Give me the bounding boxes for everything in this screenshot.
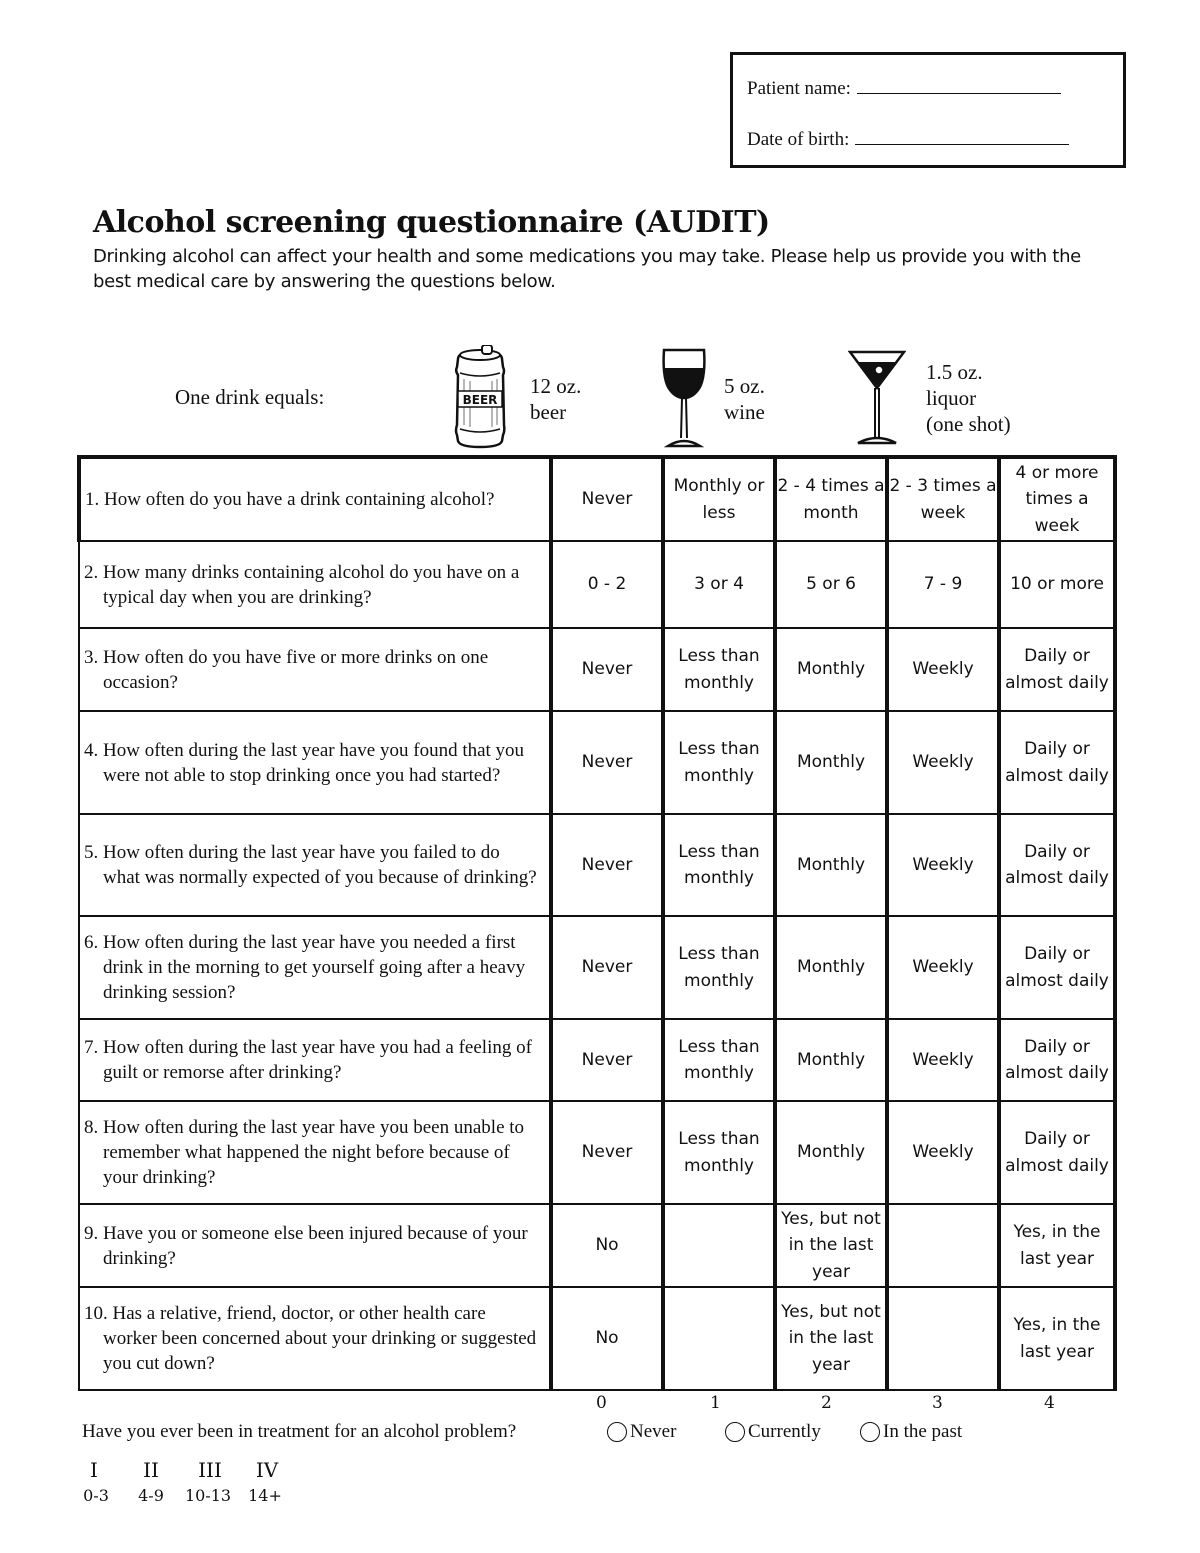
- question-row: [79, 711, 1115, 814]
- question-row: [79, 1287, 1115, 1390]
- score-2: 2: [821, 1393, 832, 1413]
- patient-name-field[interactable]: [857, 77, 1061, 94]
- patient-name-label: Patient name:: [747, 78, 851, 99]
- answer-option-label: Never: [581, 1049, 633, 1070]
- answer-option-cell[interactable]: [999, 814, 1115, 916]
- answer-option-label: Never: [581, 854, 633, 875]
- zone-4-range: 14+: [248, 1486, 282, 1505]
- answer-option-cell[interactable]: [887, 711, 999, 814]
- answer-option-label: Weekly: [912, 752, 974, 773]
- patient-info-box: [730, 52, 1126, 168]
- answer-option-cell[interactable]: [663, 628, 775, 711]
- zone-1-range: 0-3: [83, 1486, 109, 1505]
- question-row: [79, 1204, 1115, 1287]
- answer-option-cell[interactable]: [663, 1101, 775, 1204]
- answer-option-cell[interactable]: [551, 814, 663, 916]
- answer-option-label: Never: [581, 957, 633, 978]
- answer-option-cell[interactable]: [887, 814, 999, 916]
- question-row: [79, 541, 1115, 628]
- answer-option-label: Daily or almost daily: [1005, 841, 1109, 888]
- answer-option-cell[interactable]: [551, 1019, 663, 1101]
- question-row: [79, 1019, 1115, 1101]
- answer-option-cell[interactable]: [551, 1204, 663, 1287]
- answer-option-label: Less than monthly: [678, 944, 760, 991]
- answer-option-label: Monthly: [796, 1049, 866, 1070]
- question-text: 5. How often during the last year have you failed to do what was normally expected of you because of drinking?: [84, 842, 537, 888]
- answer-option-cell[interactable]: [887, 1101, 999, 1204]
- answer-option-cell[interactable]: [775, 628, 887, 711]
- question-text: 7. How often during the last year have you had a feeling of guilt or remorse after drinking?: [84, 1037, 532, 1083]
- answer-option-label: No: [595, 1235, 619, 1256]
- question-text: 1. How often do you have a drink containing alcohol?: [85, 489, 495, 510]
- zone-2-range: 4-9: [138, 1486, 164, 1505]
- answer-option-cell[interactable]: [663, 541, 775, 628]
- answer-option-label: Monthly: [796, 752, 866, 773]
- beer-label: 12 oz. beer: [530, 374, 582, 424]
- answer-option-label: 7 - 9: [923, 574, 963, 595]
- answer-option-label: Weekly: [912, 659, 974, 680]
- answer-option-cell[interactable]: [775, 711, 887, 814]
- answer-option-label: Less than monthly: [678, 1036, 760, 1083]
- intro-text: Drinking alcohol can affect your health and some medications you may take. Please help us provide you with the best medical care by answering the questions below.: [93, 246, 1081, 292]
- wine-glass-icon: [660, 346, 708, 450]
- answer-option-label: Yes, but not in the last year: [781, 1301, 881, 1375]
- answer-option-cell[interactable]: [775, 1287, 887, 1390]
- treatment-option-currently[interactable]: [725, 1421, 821, 1443]
- answer-option-cell[interactable]: [663, 457, 775, 541]
- answer-option-label: 4 or more times a week: [1015, 462, 1099, 536]
- score-0: 0: [596, 1393, 607, 1413]
- answer-option-label: Less than monthly: [678, 739, 760, 786]
- answer-option-label: Yes, in the last year: [1013, 1222, 1101, 1269]
- answer-option-label: Less than monthly: [678, 646, 760, 693]
- answer-option-label: 5 or 6: [806, 574, 856, 595]
- answer-option-cell[interactable]: [887, 628, 999, 711]
- answer-option-label: Less than monthly: [678, 1129, 760, 1176]
- answer-option-cell[interactable]: [663, 814, 775, 916]
- score-4: 4: [1044, 1393, 1055, 1413]
- answer-option-cell[interactable]: [999, 1101, 1115, 1204]
- answer-option-label: Never: [581, 659, 633, 680]
- question-cell: [79, 457, 551, 541]
- answer-option-cell[interactable]: [551, 457, 663, 541]
- answer-option-label: Weekly: [912, 957, 974, 978]
- answer-option-label: Daily or almost daily: [1005, 739, 1109, 786]
- answer-option-cell[interactable]: [999, 1204, 1115, 1287]
- answer-option-cell[interactable]: [775, 1101, 887, 1204]
- question-text: 4. How often during the last year have you found that you were not able to stop drinking once you had started?: [84, 739, 525, 786]
- answer-option-cell[interactable]: [775, 1204, 887, 1287]
- question-cell: [79, 711, 551, 814]
- page-title: Alcohol screening questionnaire (AUDIT): [93, 205, 770, 240]
- answer-option-label: 3 or 4: [694, 574, 744, 595]
- answer-option-cell[interactable]: [775, 916, 887, 1019]
- dob-line: [747, 128, 1069, 151]
- radio-circle-icon[interactable]: [860, 1422, 880, 1442]
- answer-option-label: Never: [581, 489, 633, 510]
- answer-option-label: Monthly: [796, 659, 866, 680]
- question-cell: [79, 1204, 551, 1287]
- treatment-option-never[interactable]: [607, 1421, 676, 1443]
- patient-name-line: [747, 77, 1061, 100]
- question-text: 3. How often do you have five or more drinks on one occasion?: [84, 646, 489, 693]
- answer-option-label: Weekly: [912, 854, 974, 875]
- answer-option-label: Monthly: [796, 957, 866, 978]
- treatment-question: Have you ever been in treatment for an alcohol problem?: [82, 1421, 517, 1442]
- answer-option-cell[interactable]: [887, 1287, 999, 1390]
- answer-option-label: Monthly or less: [673, 476, 765, 523]
- answer-option-cell[interactable]: [775, 814, 887, 916]
- answer-option-cell[interactable]: [775, 541, 887, 628]
- answer-option-cell[interactable]: [999, 541, 1115, 628]
- answer-option-cell[interactable]: [551, 541, 663, 628]
- question-row: [79, 916, 1115, 1019]
- question-cell: [79, 814, 551, 916]
- answer-option-label: Daily or almost daily: [1005, 646, 1109, 693]
- answer-option-label: Never: [581, 752, 633, 773]
- zone-3-roman: III: [198, 1458, 222, 1482]
- answer-option-cell[interactable]: [775, 1019, 887, 1101]
- answer-option-label: Yes, in the last year: [1013, 1315, 1101, 1362]
- treatment-option-in-the-past[interactable]: [860, 1421, 962, 1443]
- answer-option-label: Monthly: [796, 854, 866, 875]
- answer-option-cell[interactable]: [999, 628, 1115, 711]
- zone-1-roman: I: [90, 1458, 98, 1482]
- beer-can-label: BEER: [462, 393, 498, 407]
- treatment-option-label: In the past: [883, 1421, 963, 1442]
- audit-questionnaire-table: [77, 455, 1117, 1391]
- answer-option-cell[interactable]: [887, 541, 999, 628]
- answer-option-cell[interactable]: [551, 916, 663, 1019]
- treatment-option-label: Never: [630, 1421, 677, 1442]
- answer-option-cell[interactable]: [999, 711, 1115, 814]
- one-drink-label: One drink equals:: [175, 385, 325, 409]
- dob-field[interactable]: [855, 128, 1069, 145]
- zone-3-range: 10-13: [184, 1486, 232, 1505]
- martini-glass-icon: [848, 348, 906, 446]
- answer-option-label: Daily or almost daily: [1005, 1129, 1109, 1176]
- answer-option-cell[interactable]: [887, 1204, 999, 1287]
- answer-option-label: Daily or almost daily: [1005, 944, 1109, 991]
- answer-option-label: Daily or almost daily: [1005, 1036, 1109, 1083]
- answer-option-cell[interactable]: [551, 711, 663, 814]
- answer-option-label: Less than monthly: [678, 841, 760, 888]
- question-text: 10. Has a relative, friend, doctor, or other health care worker been concerned about your drinking or suggested you cut down?: [84, 1303, 537, 1374]
- question-cell: [79, 1019, 551, 1101]
- question-cell: [79, 1101, 551, 1204]
- answer-option-cell[interactable]: [887, 916, 999, 1019]
- answer-option-label: 2 - 3 times a week: [889, 476, 997, 523]
- answer-option-cell[interactable]: [775, 457, 887, 541]
- wine-label: 5 oz. wine: [724, 374, 765, 424]
- answer-option-cell[interactable]: [663, 1287, 775, 1390]
- radio-circle-icon[interactable]: [725, 1422, 745, 1442]
- question-cell: [79, 628, 551, 711]
- answer-option-cell[interactable]: [999, 916, 1115, 1019]
- answer-option-cell[interactable]: [663, 1204, 775, 1287]
- question-row: [79, 814, 1115, 916]
- answer-option-label: 0 - 2: [587, 574, 627, 595]
- question-cell: [79, 916, 551, 1019]
- dob-label: Date of birth:: [747, 129, 850, 150]
- question-text: 9. Have you or someone else been injured because of your drinking?: [84, 1222, 528, 1269]
- question-row: [79, 1101, 1115, 1204]
- answer-option-cell[interactable]: [999, 457, 1115, 541]
- question-row: [79, 628, 1115, 711]
- answer-option-label: Monthly: [796, 1142, 866, 1163]
- score-3: 3: [932, 1393, 943, 1413]
- answer-option-cell[interactable]: [551, 1287, 663, 1390]
- question-row: [79, 457, 1115, 541]
- zone-4-roman: IV: [255, 1458, 279, 1482]
- answer-option-label: Weekly: [912, 1049, 974, 1070]
- answer-option-cell[interactable]: [551, 628, 663, 711]
- question-text: 2. How many drinks containing alcohol do you have on a typical day when you are drinking?: [84, 561, 520, 608]
- answer-option-cell[interactable]: [663, 916, 775, 1019]
- treatment-option-label: Currently: [748, 1421, 821, 1442]
- beer-can-icon: [452, 345, 508, 451]
- zone-2-roman: II: [143, 1458, 159, 1482]
- question-text: 8. How often during the last year have you been unable to remember what happened the night before because of your drinking?: [84, 1117, 525, 1188]
- answer-option-label: Never: [581, 1142, 633, 1163]
- answer-option-label: 2 - 4 times a month: [777, 476, 885, 523]
- answer-option-cell[interactable]: [663, 1019, 775, 1101]
- score-1: 1: [710, 1393, 721, 1413]
- answer-option-label: Yes, but not in the last year: [781, 1208, 881, 1282]
- answer-option-label: No: [595, 1328, 619, 1349]
- answer-option-cell[interactable]: [887, 457, 999, 541]
- answer-option-cell[interactable]: [999, 1019, 1115, 1101]
- answer-option-cell[interactable]: [551, 1101, 663, 1204]
- answer-option-cell[interactable]: [887, 1019, 999, 1101]
- answer-option-cell[interactable]: [999, 1287, 1115, 1390]
- question-text: 6. How often during the last year have you needed a first drink in the morning to get yourself going after a heavy drinking session?: [84, 932, 526, 1003]
- answer-option-label: 10 or more: [1010, 574, 1104, 595]
- radio-circle-icon[interactable]: [607, 1422, 627, 1442]
- question-cell: [79, 1287, 551, 1390]
- answer-option-label: Weekly: [912, 1142, 974, 1163]
- answer-option-cell[interactable]: [663, 711, 775, 814]
- liquor-label: 1.5 oz. liquor (one shot): [926, 360, 1011, 436]
- question-cell: [79, 541, 551, 628]
